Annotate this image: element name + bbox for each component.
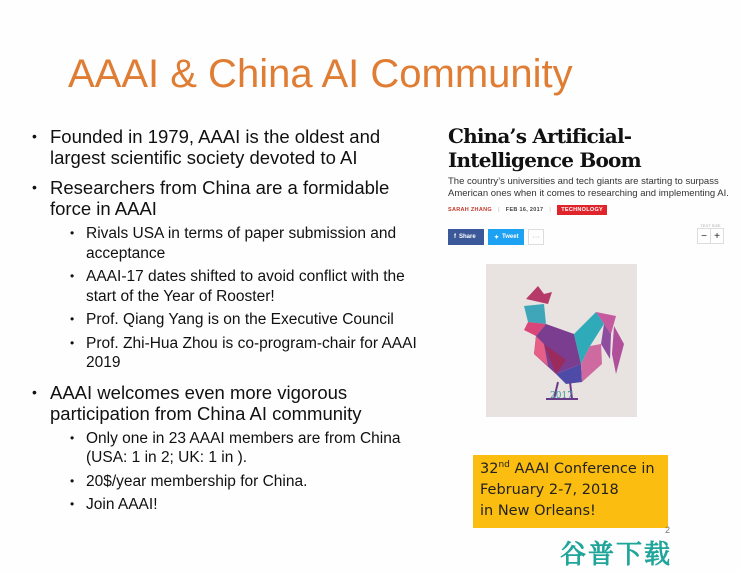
text-size-control: TEXT SIZE − + bbox=[697, 223, 724, 244]
conference-callout: 32nd AAAI Conference in February 2-7, 2018 in New Orleans! bbox=[473, 455, 668, 528]
slide-title: AAAI & China AI Community bbox=[68, 52, 573, 96]
sub-bullet: • AAAI-17 dates shifted to avoid conflict with the start of the Year of Rooster! bbox=[68, 267, 430, 306]
facebook-share-button[interactable]: f Share bbox=[448, 229, 484, 245]
bullet-researchers: • Researchers from China are a formidable force in AAAI bbox=[30, 177, 430, 219]
article-subtitle: The country’s universities and tech giants are starting to surpass American ones when it comes to researching and implementing AI. bbox=[448, 176, 729, 199]
article-clipping bbox=[448, 124, 736, 245]
sub-bullet: • Prof. Zhi-Hua Zhou is co-program-chair for AAAI 2019 bbox=[68, 334, 430, 373]
text-size-increase-button[interactable]: + bbox=[710, 229, 723, 243]
sub-bullet: • Only one in 23 AAAI members are from China (USA: 1 in 2; UK: 1 in ). bbox=[68, 429, 430, 468]
sub-bullet: • Prof. Qiang Yang is on the Executive Council bbox=[68, 310, 430, 330]
more-button[interactable]: ··· bbox=[528, 229, 544, 245]
facebook-icon: f bbox=[454, 234, 456, 240]
author: SARAH ZHANG bbox=[448, 207, 492, 213]
rooster-image bbox=[486, 264, 637, 417]
year-label: 2017 bbox=[550, 391, 573, 401]
share-row bbox=[448, 223, 736, 245]
text-size-decrease-button[interactable]: − bbox=[701, 230, 707, 242]
twitter-icon: ✦ bbox=[494, 234, 500, 241]
bullet-welcomes: • AAAI welcomes even more vigorous participation from China AI community bbox=[30, 382, 430, 424]
tweet-button[interactable]: ✦ Tweet bbox=[488, 229, 524, 245]
sub-bullet: • Join AAAI! bbox=[68, 495, 430, 515]
sub-bullet: • Rivals USA in terms of paper submission and acceptance bbox=[68, 224, 430, 263]
sub-bullet: • 20$/year membership for China. bbox=[68, 472, 430, 492]
page-number: 2 bbox=[665, 525, 671, 535]
article-meta: SARAH ZHANG | FEB 16, 2017 | TECHNOLOGY bbox=[448, 205, 736, 215]
tag-technology: TECHNOLOGY bbox=[557, 205, 607, 215]
date: FEB 16, 2017 bbox=[505, 207, 544, 213]
bullet-list bbox=[30, 126, 430, 524]
bullet-founded: • Founded in 1979, AAAI is the oldest and largest scientific society devoted to AI bbox=[30, 126, 430, 168]
watermark: 谷普下载 bbox=[560, 540, 673, 570]
article-title: China’s Artificial- Intelligence Boom bbox=[448, 124, 641, 172]
